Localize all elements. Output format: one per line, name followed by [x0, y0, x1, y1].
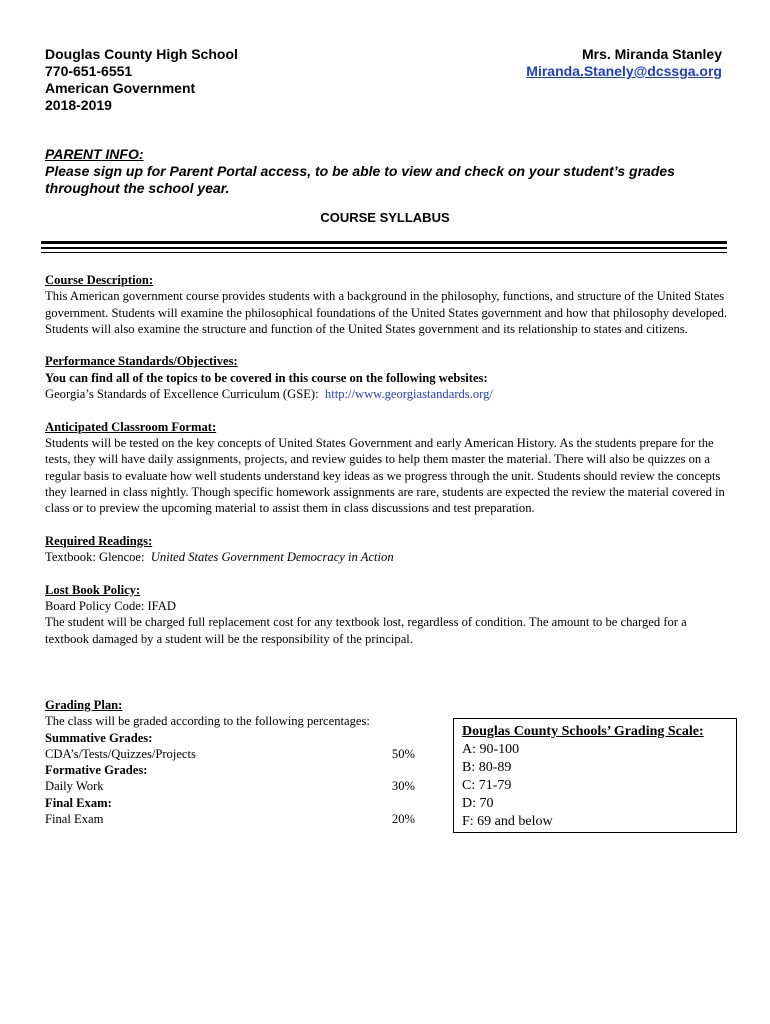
formative-row — [45, 778, 415, 794]
teacher-header — [526, 46, 722, 80]
summative-title: Summative Grades: — [45, 730, 153, 745]
grade-f: F: 69 and below — [462, 814, 553, 829]
formative-item: Daily Work — [45, 779, 104, 794]
standards-text: Georgia’s Standards of Excellence Curriculum (GSE): — [45, 387, 319, 402]
final-row — [45, 811, 415, 827]
course-description-title: Course Description: — [45, 273, 154, 287]
format-title: Anticipated Classroom Format: — [45, 419, 217, 434]
lost-book-text: The student will be charged full replacement cost for any textbook lost, regardless of condition. The amount to be charged for a textbook damaged by a student will be the responsibility of the principal. — [45, 615, 687, 646]
formative-title: Formative Grades: — [45, 763, 148, 778]
divider-thin — [41, 252, 727, 253]
school-phone: 770-651-6551 — [45, 63, 133, 79]
readings-title: Required Readings: — [45, 533, 153, 548]
grading-scale-box — [453, 718, 737, 833]
school-name: Douglas County High School — [45, 46, 238, 62]
lost-book-policy — [45, 582, 730, 647]
performance-standards — [45, 353, 730, 402]
formative-pct: 30% — [391, 779, 415, 794]
grading-title: Grading Plan: — [45, 698, 123, 712]
grading-scale-title: Douglas County Schools’ Grading Scale: — [462, 724, 704, 739]
readings-book: United States Government Democracy in Action — [150, 550, 394, 565]
syllabus-title: COURSE SYLLABUS — [320, 210, 450, 225]
course-description-text: This American government course provides students with a background in the philosophy, functions, and structure of the United States government. Students will examine the philosophical foundations of the United States government and how that philosophy developed. Students will also examine the structure and function of the United States government and its relationship to states and citizens. — [45, 289, 728, 336]
summative-pct: 50% — [391, 746, 415, 761]
school-header — [45, 46, 238, 114]
summative-row — [45, 746, 415, 762]
divider-medium — [41, 247, 727, 249]
required-readings — [45, 533, 730, 566]
syllabus-body — [45, 272, 730, 663]
lost-book-code: Board Policy Code: IFAD — [45, 598, 176, 613]
divider-thick — [41, 241, 727, 244]
final-item: Final Exam — [45, 812, 104, 827]
grade-b: B: 80-89 — [462, 760, 512, 775]
standards-subtitle: You can find all of the topics to be covered in this course on the following websites: — [45, 370, 488, 385]
parent-info-text: Please sign up for Parent Portal access, to be able to view and check on your student’s grades throughout the school year. — [45, 163, 675, 196]
summative-item: CDA’s/Tests/Quizzes/Projects — [45, 746, 196, 761]
lost-book-title: Lost Book Policy: — [45, 582, 141, 597]
grade-a: A: 90-100 — [462, 742, 520, 757]
course-name: American Government — [45, 80, 196, 96]
readings-label: Textbook: Glencoe: — [45, 550, 145, 565]
standards-title: Performance Standards/Objectives: — [45, 354, 238, 369]
teacher-name: Mrs. Miranda Stanley — [581, 46, 722, 62]
school-year: 2018-2019 — [45, 97, 112, 113]
teacher-email-link[interactable]: Miranda.Stanely@dcssga.org — [526, 63, 722, 79]
final-pct: 20% — [391, 812, 415, 827]
format-text: Students will be tested on the key concepts of United States Government and early American History. As the students prepare for the tests, they will have daily assignments, projects, and review guides to help them master the material. There will also be quizzes on a regular basis to evaluate how well students understand key ideas as we progress through the unit. Students should review the concepts they learned in class nightly. Though specific homework assignments are rare, students are expected the review the material covered in class or to preview the upcoming material to assist them in class discussions and test preparation. — [45, 435, 725, 516]
grade-c: C: 71-79 — [462, 778, 512, 793]
parent-info — [45, 146, 725, 197]
grade-d: D: 70 — [462, 796, 494, 811]
grading-intro: The class will be graded according to the following percentages: — [45, 714, 370, 729]
standards-link[interactable]: http://www.georgiastandards.org/ — [324, 387, 493, 402]
final-title: Final Exam: — [45, 795, 112, 810]
parent-info-heading: PARENT INFO: — [45, 146, 144, 162]
grading-plan — [45, 697, 415, 827]
classroom-format — [45, 419, 730, 517]
course-description — [45, 272, 730, 337]
